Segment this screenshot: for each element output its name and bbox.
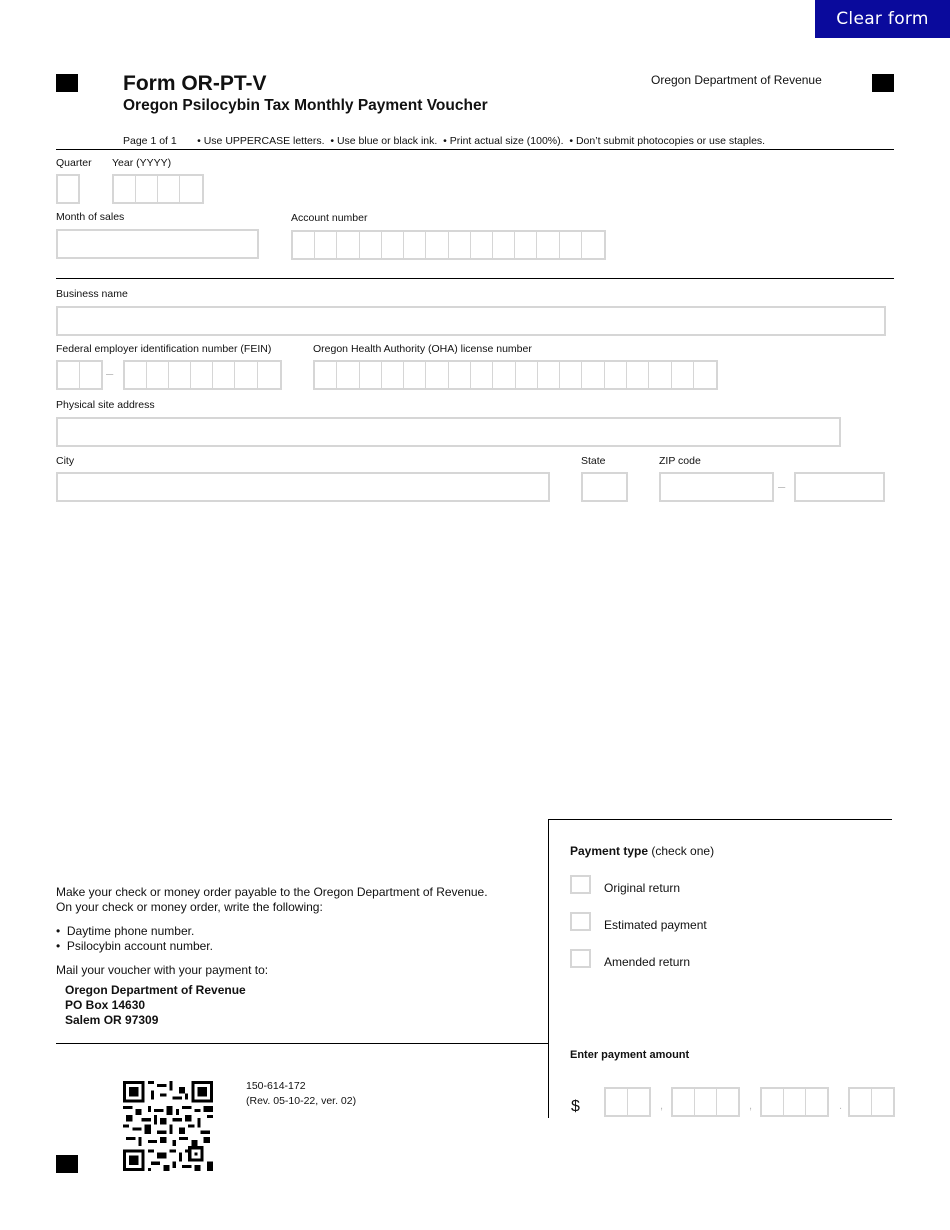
quarter-input[interactable] bbox=[56, 174, 80, 204]
month-of-sales-input[interactable] bbox=[56, 229, 259, 259]
form-revision: (Rev. 05-10-22, ver. 02) bbox=[246, 1095, 357, 1107]
original-return-checkbox[interactable] bbox=[570, 875, 591, 894]
business-name-input[interactable] bbox=[56, 306, 886, 336]
zip-extension-input[interactable] bbox=[794, 472, 885, 502]
zip-input[interactable] bbox=[659, 472, 774, 502]
year-input[interactable] bbox=[112, 174, 204, 204]
form-subtitle: Oregon Psilocybin Tax Monthly Payment Voucher bbox=[123, 97, 488, 114]
physical-address-input[interactable] bbox=[56, 417, 841, 447]
registration-marker-bottom-left bbox=[56, 1155, 78, 1173]
year-label: Year (YYYY) bbox=[112, 157, 172, 169]
clear-form-button[interactable]: Clear form bbox=[815, 0, 950, 38]
fein-dash: – bbox=[106, 366, 114, 381]
city-label: City bbox=[56, 455, 75, 467]
state-label: State bbox=[581, 455, 606, 467]
state-input[interactable] bbox=[581, 472, 628, 502]
bullet-account: • Psilocybin account number. bbox=[56, 939, 213, 953]
estimated-payment-label: Estimated payment bbox=[604, 918, 707, 932]
fein-suffix-input[interactable] bbox=[123, 360, 282, 390]
voucher-top-border bbox=[548, 819, 892, 820]
fein-label: Federal employer identification number (FEIN) bbox=[56, 343, 272, 355]
section-divider bbox=[56, 278, 894, 279]
fein-prefix-input[interactable] bbox=[56, 360, 103, 390]
header-divider bbox=[56, 149, 894, 150]
mail-address-line-1: Oregon Department of Revenue bbox=[65, 983, 246, 997]
account-number-label: Account number bbox=[291, 212, 368, 224]
registration-marker-top-left bbox=[56, 74, 78, 92]
quarter-label: Quarter bbox=[56, 157, 92, 169]
amended-return-label: Amended return bbox=[604, 955, 691, 969]
amended-return-checkbox[interactable] bbox=[570, 949, 591, 968]
currency-symbol: $ bbox=[571, 1098, 580, 1115]
amount-decimal-point: . bbox=[839, 1100, 843, 1112]
month-of-sales-label: Month of sales bbox=[56, 211, 125, 223]
payment-type-label: Payment type (check one) bbox=[570, 844, 715, 858]
estimated-payment-checkbox[interactable] bbox=[570, 912, 591, 931]
form-title: Form OR-PT-V bbox=[123, 72, 267, 95]
mail-to-label: Mail your voucher with your payment to: bbox=[56, 963, 269, 977]
write-following-instruction: On your check or money order, write the following: bbox=[56, 900, 323, 914]
oha-license-input[interactable] bbox=[313, 360, 718, 390]
form-number: 150-614-172 bbox=[246, 1080, 306, 1092]
original-return-label: Original return bbox=[604, 881, 681, 895]
amount-separator-2: , bbox=[749, 1100, 753, 1112]
oha-license-label: Oregon Health Authority (OHA) license number bbox=[313, 343, 532, 355]
city-input[interactable] bbox=[56, 472, 550, 502]
physical-address-label: Physical site address bbox=[56, 399, 155, 411]
mail-address-line-3: Salem OR 97309 bbox=[65, 1013, 159, 1027]
payment-amount-millions[interactable] bbox=[604, 1087, 651, 1117]
qr-code bbox=[123, 1081, 213, 1171]
mail-address-line-2: PO Box 14630 bbox=[65, 998, 146, 1012]
voucher-left-border bbox=[548, 819, 549, 1118]
account-number-input[interactable] bbox=[291, 230, 606, 260]
zip-dash: – bbox=[778, 479, 786, 494]
payment-amount-hundreds[interactable] bbox=[760, 1087, 829, 1117]
payment-amount-label: Enter payment amount bbox=[570, 1049, 690, 1061]
payment-amount-thousands[interactable] bbox=[671, 1087, 740, 1117]
payment-amount-cents[interactable] bbox=[848, 1087, 895, 1117]
zip-label: ZIP code bbox=[659, 455, 701, 467]
bullet-phone: • Daytime phone number. bbox=[56, 924, 195, 938]
mailing-bottom-divider bbox=[56, 1043, 548, 1044]
payable-instruction: Make your check or money order payable to the Oregon Department of Revenue. bbox=[56, 885, 488, 899]
amount-separator-1: , bbox=[660, 1100, 664, 1112]
department-name: Oregon Department of Revenue bbox=[651, 73, 822, 87]
business-name-label: Business name bbox=[56, 288, 128, 300]
instructions: Page 1 of 1 • Use UPPERCASE letters. • Use blue or black ink. • Print actual size (100%). • Don’t submit photocopies or use staples. bbox=[123, 135, 766, 147]
registration-marker-top-right bbox=[872, 74, 894, 92]
